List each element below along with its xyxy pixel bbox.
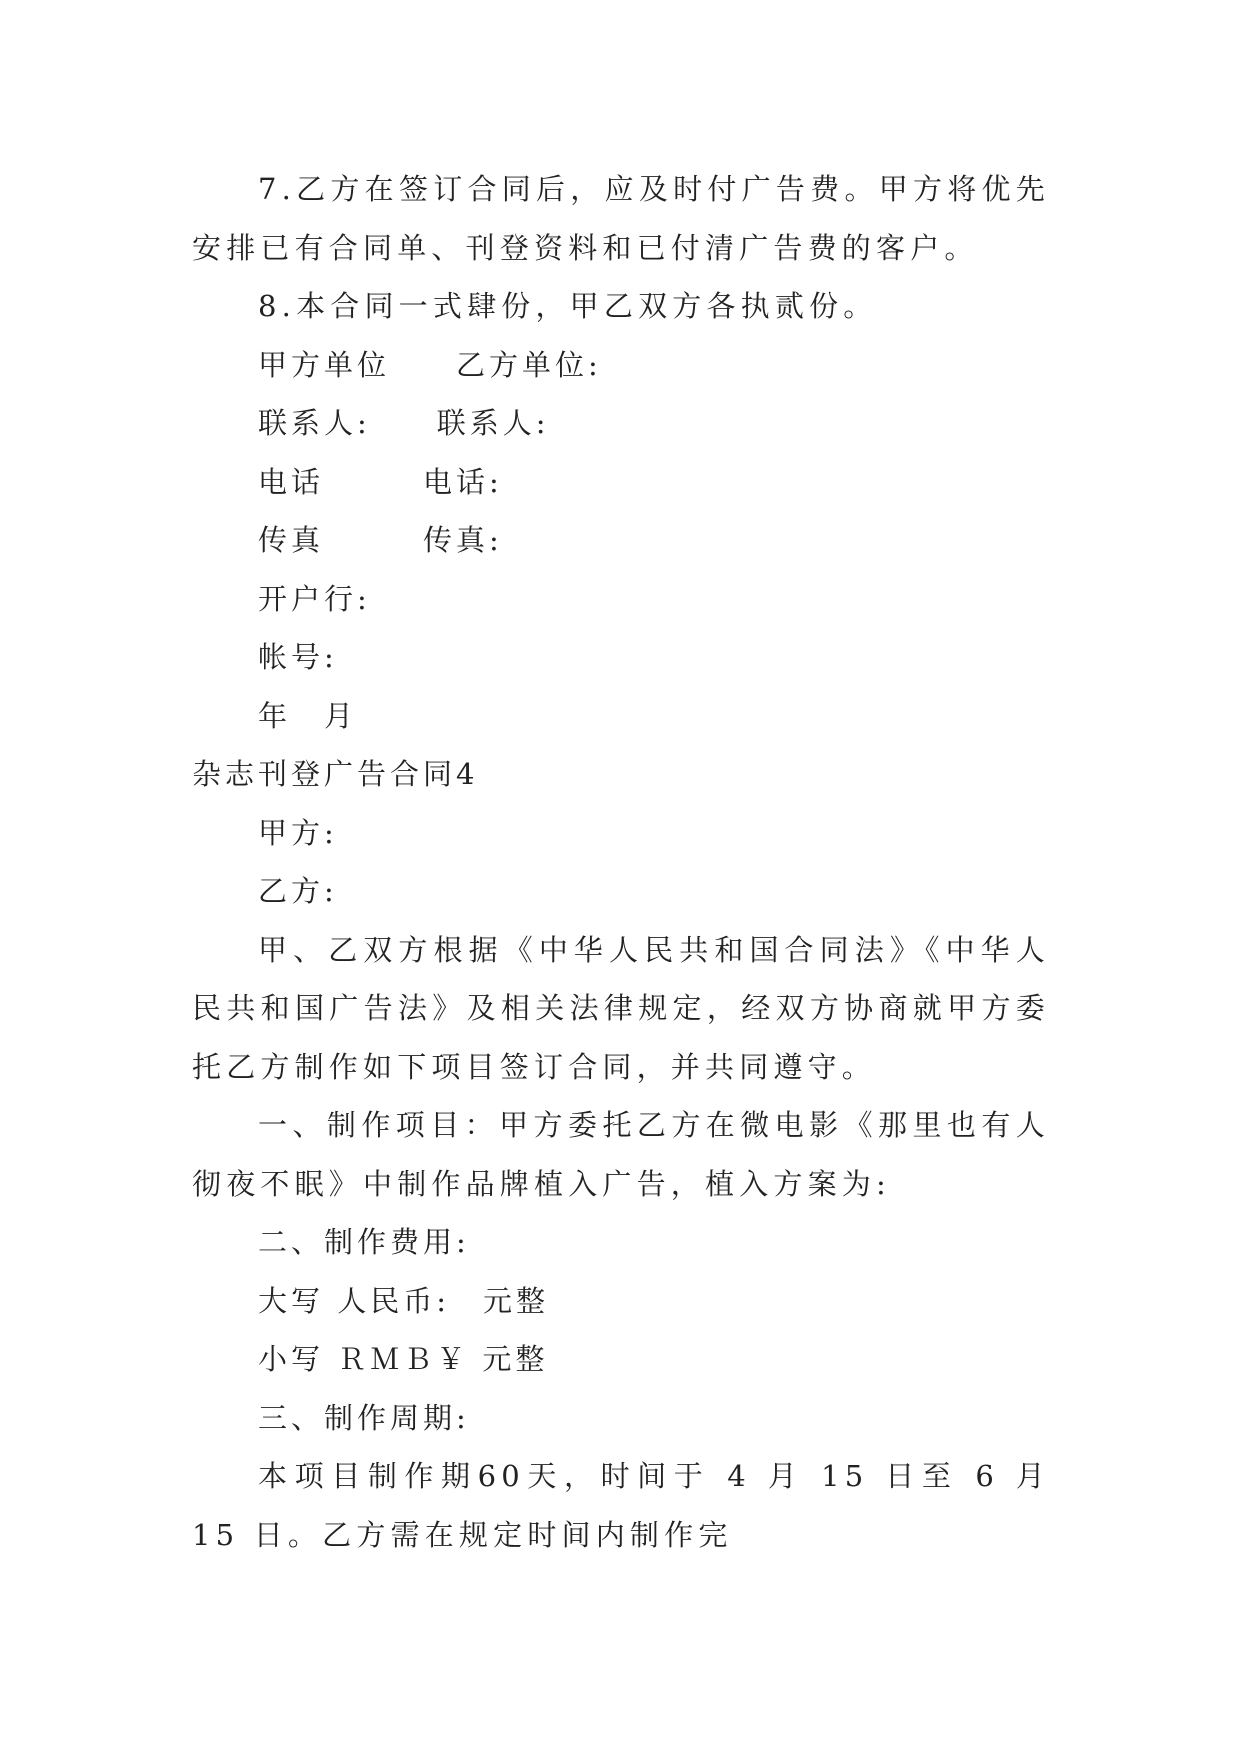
fee-lower-line: 小写 ＲＭＢ￥ 元整 [258,1342,549,1376]
phone-line: 电话 电话: [258,464,503,499]
fax-line: 传真 传真: [258,523,503,557]
item-3-production-period: 三、制作周期: [258,1400,470,1435]
party-b-line: 乙方: [258,874,338,908]
date-line: 年 月 [258,698,358,733]
contract-title: 杂志刊登广告合同4 [192,757,479,791]
period-paragraph: 本项目制作期60天，时间于 4 月 15 日至 6 月 15 日。乙方需在规定时间内制作完 [192,1459,1050,1552]
item-1-production-project: 一、制作项目：甲方委托乙方在微电影《那里也有人彻夜不眠》中制作品牌植入广告，植入方案为: [192,1108,1050,1201]
contact-line: 联系人: 联系人: [258,406,550,440]
fee-upper-line: 大写 人民币: 元整 [258,1283,549,1318]
party-unit-line: 甲方单位 乙方单位: [258,347,602,382]
preamble-paragraph: 甲、乙双方根据《中华人民共和国合同法》《中华人民共和国广告法》及相关法律规定，经双方协商就甲方委托乙方制作如下项目签订合同，并共同遵守。 [192,932,1050,1084]
document-page [192,160,1050,1564]
item-2-production-fee: 二、制作费用: [258,1225,470,1259]
party-a-line: 甲方: [258,815,338,850]
clause-8: 8.本合同一式肆份，甲乙双方各执贰份。 [258,289,878,323]
bank-line: 开户行: [258,581,371,616]
clause-7: 7.乙方在签订合同后，应及时付广告费。甲方将优先安排已有合同单、刊登资料和已付清广告费的客户。 [192,172,1050,265]
account-line: 帐号: [258,640,338,674]
